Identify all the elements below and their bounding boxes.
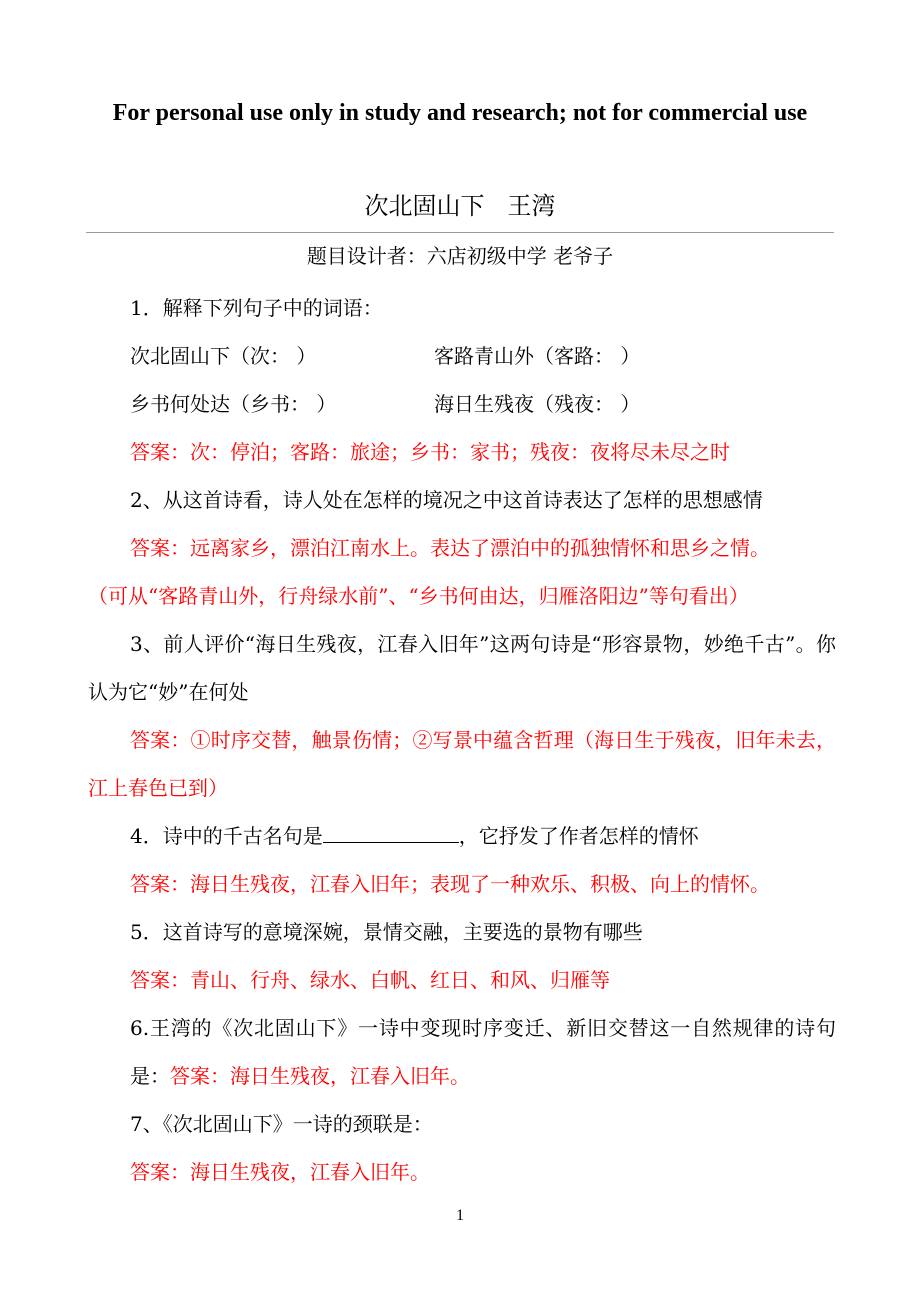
question-1-items-row-1 bbox=[88, 332, 836, 380]
question-1-item: 客路青山外（客路： ） bbox=[434, 344, 641, 368]
question-2-answer: 答案：远离家乡，漂泊江南水上。表达了漂泊中的孤独情怀和思乡之情。 bbox=[130, 536, 770, 560]
question-1-item: 乡书何处达（乡书： ） bbox=[130, 392, 337, 416]
question-6 bbox=[88, 1004, 836, 1100]
question-3-prompt: 3、前人评价“海日生残夜，江春入旧年”这两句诗是“形容景物，妙绝千古”。你认为它“妙”在何处 bbox=[88, 632, 836, 704]
question-4-prompt-end: ，它抒发了作者怎样的情怀 bbox=[458, 824, 699, 848]
question-3-answer: 答案：①时序交替，触景伤情；②写景中蕴含哲理（海日生于残夜，旧年未去，江上春色已到） bbox=[88, 728, 836, 800]
page-title: 次北固山下 王湾 bbox=[364, 192, 556, 220]
question-4-prompt-start: 4．诗中的千古名句是 bbox=[130, 824, 323, 848]
page-number: 1 bbox=[456, 1207, 464, 1224]
usage-notice: For personal use only in study and research; not for commercial use bbox=[112, 100, 808, 126]
answer-blank bbox=[323, 818, 459, 843]
question-6-prompt: 6.王湾的《次北固山下》一诗中变现时序变迁、新旧交替这一自然规律的诗句是： bbox=[130, 1016, 836, 1088]
question-list bbox=[88, 284, 836, 1196]
question-5-answer: 答案：青山、行舟、绿水、白帆、红日、和风、归雁等 bbox=[130, 968, 610, 992]
question-7-answer: 答案：海日生残夜，江春入旧年。 bbox=[130, 1160, 430, 1184]
question-7-prompt: 7、《次北固山下》一诗的颈联是： bbox=[130, 1112, 433, 1136]
question-4-answer: 答案：海日生残夜，江春入旧年；表现了一种欢乐、积极、向上的情怀。 bbox=[130, 872, 770, 896]
question-2-prompt: 2、从这首诗看，诗人处在怎样的境况之中这首诗表达了怎样的思想感情 bbox=[130, 488, 763, 512]
title-divider bbox=[86, 232, 834, 233]
designer-credit: 题目设计者：六店初级中学 老爷子 bbox=[306, 244, 614, 268]
question-1-prompt: 1．解释下列句子中的词语： bbox=[130, 296, 383, 320]
question-2-answer-note: （可从“客路青山外，行舟绿水前”、“乡书何由达，归雁洛阳边”等句看出） bbox=[88, 584, 749, 608]
question-1-answer: 答案：次：停泊；客路：旅途；乡书：家书；残夜：夜将尽未尽之时 bbox=[130, 440, 730, 464]
question-4-prompt bbox=[88, 812, 836, 860]
question-1-item: 海日生残夜（残夜： ） bbox=[434, 392, 641, 416]
question-1-items-row-2 bbox=[88, 380, 836, 428]
question-6-answer: 答案：海日生残夜，江春入旧年。 bbox=[170, 1064, 470, 1088]
question-1-item: 次北固山下（次： ） bbox=[130, 344, 317, 368]
question-5-prompt: 5．这首诗写的意境深婉，景情交融，主要选的景物有哪些 bbox=[130, 920, 643, 944]
